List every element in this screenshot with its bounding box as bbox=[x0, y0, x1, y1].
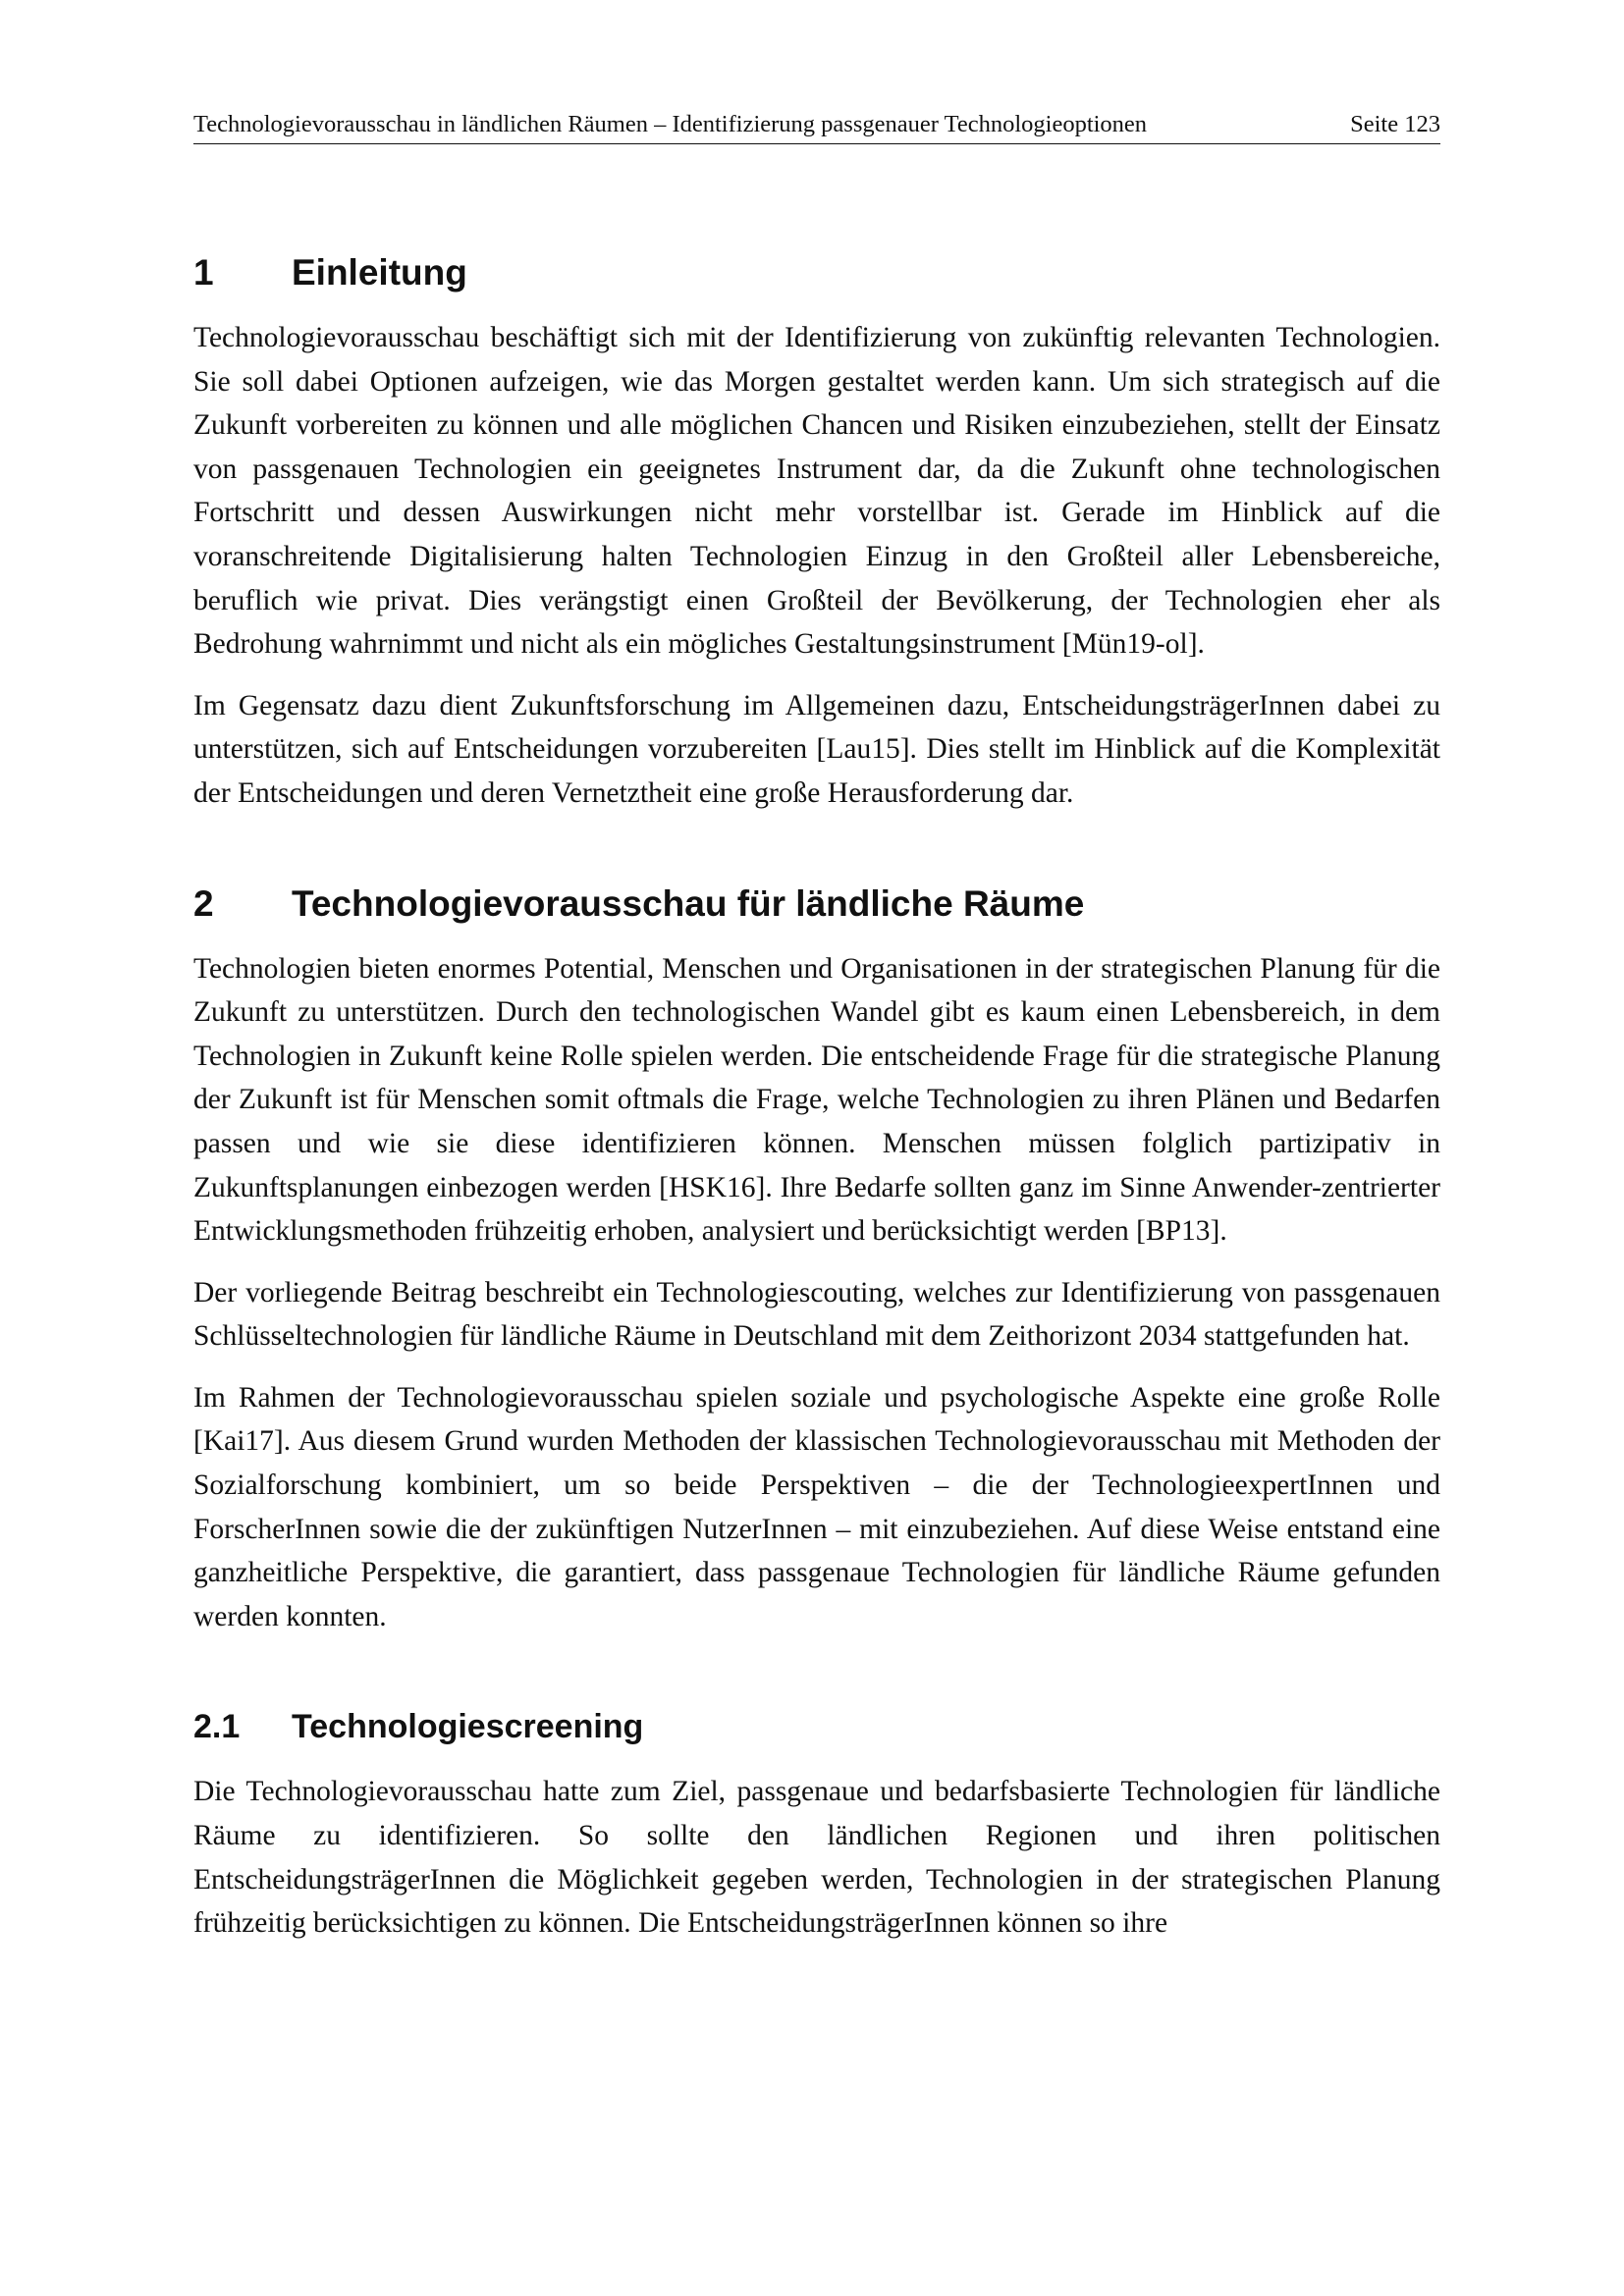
section-number: 1 bbox=[193, 252, 214, 293]
document-page bbox=[193, 0, 1440, 2296]
section-technologievorausschau bbox=[193, 875, 1440, 1639]
section-title: Einleitung bbox=[292, 252, 467, 293]
section-heading bbox=[193, 243, 1440, 302]
section-heading bbox=[193, 875, 1440, 934]
running-header bbox=[193, 111, 1440, 144]
page-number: Seite 123 bbox=[1350, 111, 1440, 137]
body-content bbox=[193, 243, 1440, 1946]
section-title: Technologievorausschau für ländliche Räume bbox=[292, 882, 1085, 924]
paragraph: Technologien bieten enormes Potential, Menschen und Organisationen in der strategischen Planung für die Zukunft zu unterstützen. Durch den technologischen Wandel gibt es kaum einen Lebensbereich, in dem Technologien in Zukunft keine Rolle spielen werden. Die entscheidende Frage für die strategische Planung der Zukunft ist für Menschen somit oftmals die Frage, welche Technologien zu ihren Plänen und Bedarfen passen und wie sie diese identifizieren können. Menschen müssen folglich partizipativ in Zukunftsplanungen einbezogen werden [HSK16]. Ihre Bedarfe sollten ganz im Sinne Anwender-zentrierter Entwicklungsmethoden frühzeitig erhoben, analysiert und berücksichtigt werden [BP13]. bbox=[193, 952, 1440, 1248]
paragraph: Im Rahmen der Technologievorausschau spielen soziale und psychologische Aspekte eine große Rolle [Kai17]. Aus diesem Grund wurden Methoden der klassischen Technologievorausschau mit Methoden der Sozialforschung kombiniert, um so beide Perspektiven – die der TechnologieexpertInnen und ForscherInnen sowie die der zukünftigen NutzerInnen – mit einzubeziehen. Auf diese Weise entstand eine ganzheitliche Perspektive, die garantiert, dass passgenaue Technologien für ländliche Räume gefunden werden konnten. bbox=[193, 1381, 1440, 1632]
section-number: 2 bbox=[193, 882, 214, 924]
running-title: Technologievorausschau in ländlichen Räumen – Identifizierung passgenauer Technologieoptionen bbox=[193, 111, 1148, 137]
subsection-technologiescreening bbox=[193, 1697, 1440, 1945]
subsection-heading bbox=[193, 1697, 1440, 1756]
subsection-title: Technologiescreening bbox=[292, 1708, 644, 1746]
paragraph: Technologievorausschau beschäftigt sich mit der Identifizierung von zukünftig relevanten Technologien. Sie soll dabei Optionen aufzeigen, wie das Morgen gestaltet werden kann. Um sich strategisch auf die Zukunft vorbereiten zu können und alle möglichen Chancen und Risiken einzubeziehen, stellt der Einsatz von passgenauen Technologien ein geeignetes Instrument dar, da die Zukunft ohne technologischen Fortschritt und dessen Auswirkungen nicht mehr vorstellbar ist. Gerade im Hinblick auf die voranschreitende Digitalisierung halten Technologien Einzug in den Großteil aller Lebensbereiche, beruflich wie privat. Dies verängstigt einen Großteil der Bevölkerung, der Technologien eher als Bedrohung wahrnimmt und nicht als ein mögliches Gestaltungsinstrument [Mün19-ol]. bbox=[193, 322, 1440, 661]
paragraph: Der vorliegende Beitrag beschreibt ein Technologiescouting, welches zur Identifizierung von passgenauen Schlüsseltechnologien für ländliche Räume in Deutschland mit dem Zeithorizont 2034 stattgefunden hat. bbox=[193, 1276, 1440, 1353]
section-einleitung bbox=[193, 243, 1440, 816]
paragraph: Die Technologievorausschau hatte zum Ziel, passgenaue und bedarfsbasierte Technologien für ländliche Räume zu identifizieren. So sollte den ländlichen Regionen und ihren politischen EntscheidungsträgerInnen die Möglichkeit gegeben werden, Technologien in der strategischen Planung frühzeitig berücksichtigen zu können. Die EntscheidungsträgerInnen können so ihre bbox=[193, 1776, 1440, 1940]
paragraph: Im Gegensatz dazu dient Zukunftsforschung im Allgemeinen dazu, EntscheidungsträgerInnen dabei zu unterstützen, sich auf Entscheidungen vorzubereiten [Lau15]. Dies stellt im Hinblick auf die Komplexität der Entscheidungen und deren Vernetztheit eine große Herausforderung dar. bbox=[193, 689, 1440, 809]
subsection-number: 2.1 bbox=[193, 1708, 241, 1746]
